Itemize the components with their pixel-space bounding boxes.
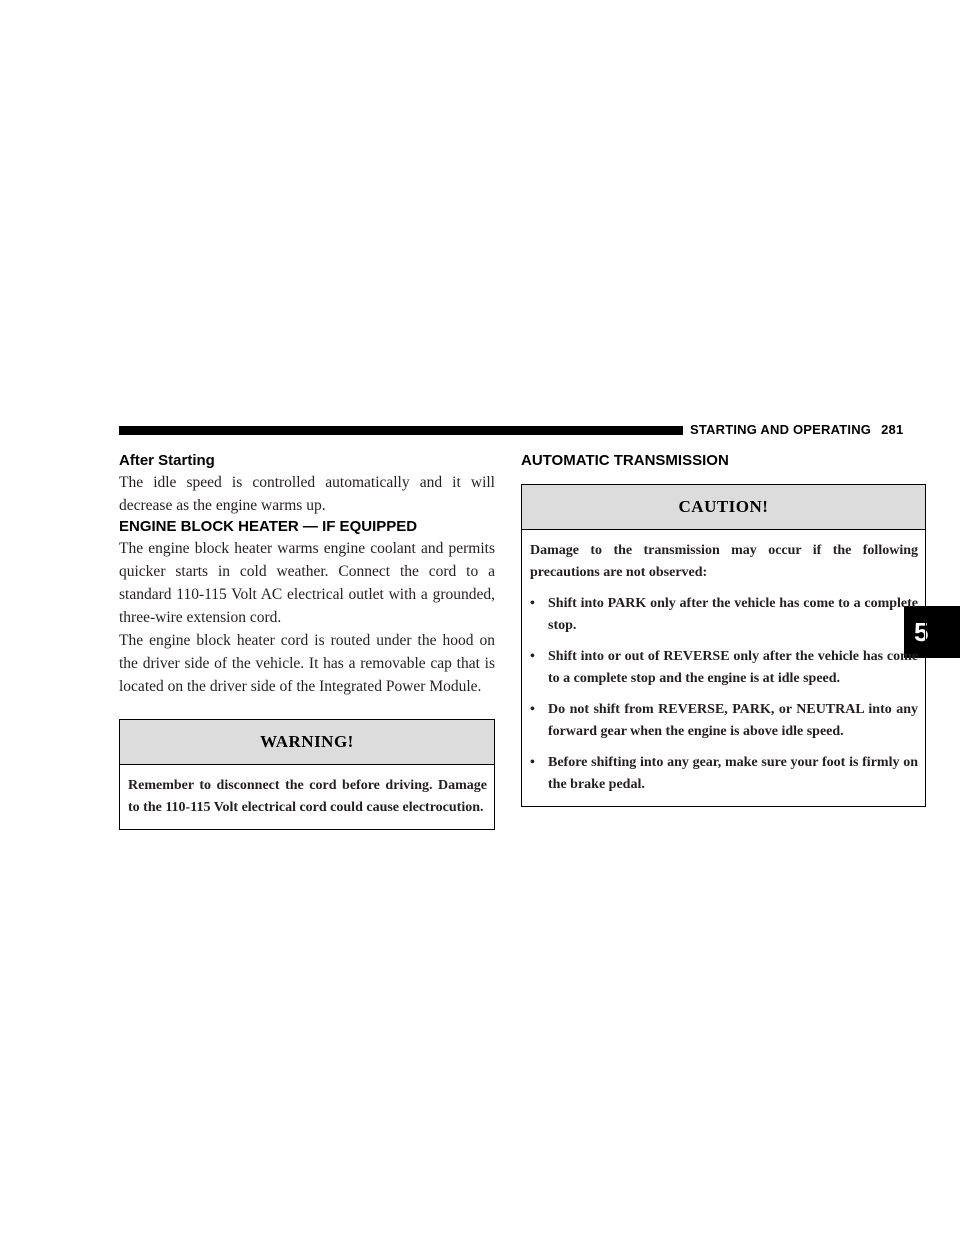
warning-text: Remember to disconnect the cord before driving. Damage to the 110-115 Volt electrical cord could cause electrocution. [128,778,487,815]
caution-box [521,484,926,807]
caution-title: CAUTION! [522,485,925,530]
bullet-glyph: • [530,649,535,664]
list-item [530,699,918,743]
block-heater-paragraph-2: The engine block heater cord is routed under the hood on the driver side of the vehicle. It has a removable cap that is located on the driver side of the Integrated Power Module. [119,632,495,695]
list-item [530,593,918,637]
bullet-glyph: • [530,755,535,770]
list-item [530,752,918,796]
list-item-text: Do not shift from REVERSE, PARK, or NEUTRAL into any forward gear when the engine is above idle speed. [548,702,918,739]
chapter-tab: 5 [904,606,960,658]
caution-intro: Damage to the transmission may occur if the following precautions are not observed: [530,543,918,580]
warning-title: WARNING! [120,720,494,765]
list-item-text: Before shifting into any gear, make sure your foot is firmly on the brake pedal. [548,755,918,792]
after-starting-text: The idle speed is controlled automatically and it will decrease as the engine warms up. [119,474,495,514]
running-header [690,422,903,437]
bullet-glyph: • [530,702,535,717]
list-item-text: Shift into PARK only after the vehicle has come to a complete stop. [548,596,918,633]
caution-list [530,593,918,796]
block-heater-heading: ENGINE BLOCK HEATER — IF EQUIPPED [119,518,418,535]
caution-body [522,530,925,806]
right-column [521,451,926,807]
list-item-text: Shift into or out of REVERSE only after the vehicle has come to a complete stop and the engine is at idle speed. [548,649,918,686]
section-title: STARTING AND OPERATING [690,422,872,437]
after-starting-heading: After Starting [119,452,215,469]
automatic-transmission-heading: AUTOMATIC TRANSMISSION [521,452,729,469]
header-rule [119,426,683,435]
warning-box [119,719,495,830]
block-heater-paragraph-1: The engine block heater warms engine coolant and permits quicker starts in cold weather. Connect the cord to a standard 110-115 Volt AC electrical outlet with a grounded, three-wire extension cord. [119,540,495,626]
left-column [119,451,495,830]
page-number: 281 [881,422,904,437]
list-item [530,646,918,690]
bullet-glyph: • [530,596,535,611]
